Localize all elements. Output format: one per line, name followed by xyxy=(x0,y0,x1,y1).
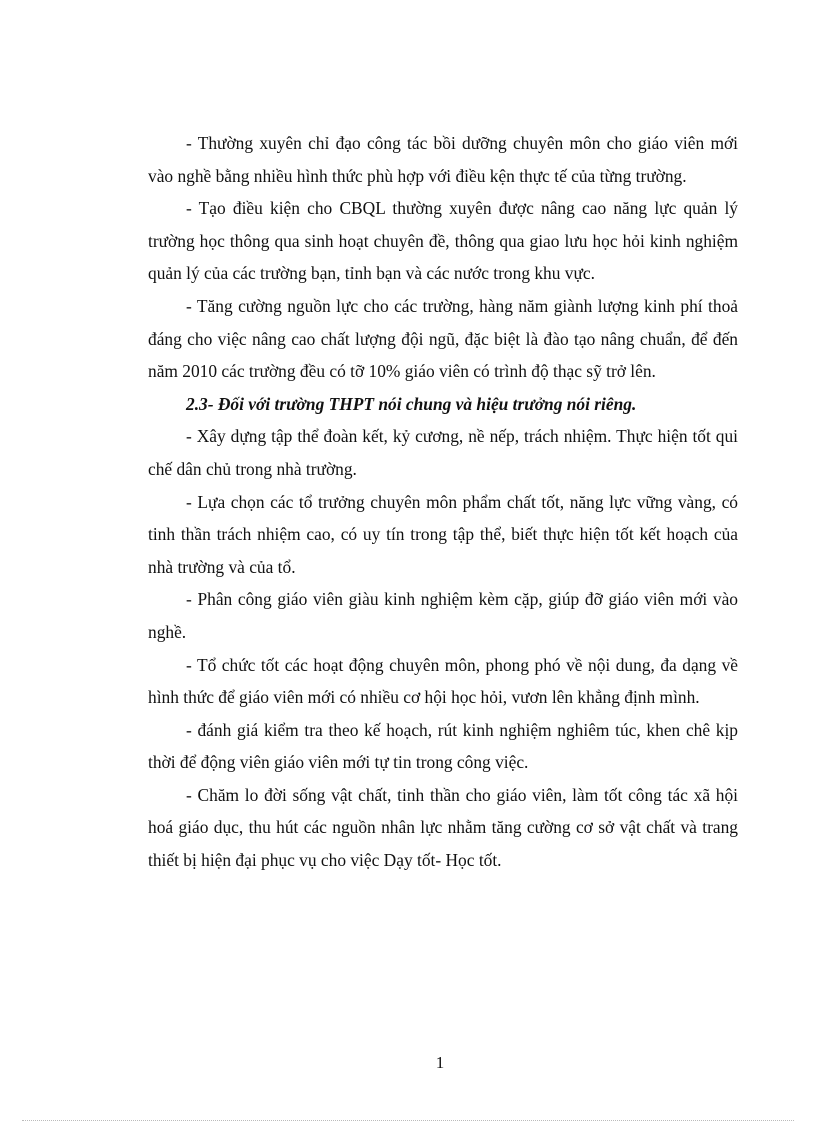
body-text xyxy=(148,127,738,877)
paragraph-3: - Tăng cường nguồn lực cho các trường, hàng năm giành lượng kinh phí thoả đáng cho việc nâng cao chất lượng đội ngũ, đặc biệt là đào tạo nâng chuẩn, để đến năm 2010 các trường đều có tỡ 10% giáo viên có trình độ thạc sỹ trở lên. xyxy=(148,295,738,382)
paragraph-4: - Xây dựng tập thể đoàn kết, kỷ cương, nề nếp, trách nhiệm. Thực hiện tốt qui chế dân chủ trong nhà trường. xyxy=(148,426,738,479)
paragraph-6: - Phân công giáo viên giàu kinh nghiệm kèm cặp, giúp đỡ giáo viên mới vào nghề. xyxy=(148,589,738,642)
section-heading: 2.3- Đối với trường THPT nói chung và hiệu trưởng nói riêng. xyxy=(186,393,637,414)
paragraph-2: - Tạo điều kiện cho CBQL thường xuyên được nâng cao năng lực quản lý trường học thông qua sinh hoạt chuyên đề, thông qua giao lưu học hỏi kinh nghiệm quản lý của các trường bạn, tỉnh bạn và các nước trong khu vực. xyxy=(148,198,738,284)
page-bottom-divider xyxy=(22,1120,794,1121)
paragraph-7: - Tổ chức tốt các hoạt động chuyên môn, phong phó về nội dung, đa dạng về hình thức để giáo viên mới có nhiều cơ hội học hỏi, vươn lên khẳng định mình. xyxy=(148,654,738,708)
paragraph-8: - đánh giá kiểm tra theo kế hoạch, rút kinh nghiệm nghiêm túc, khen chê kịp thời để động viên giáo viên mới tự tin trong công việc. xyxy=(148,719,738,773)
paragraph-9: - Chăm lo đời sống vật chất, tinh thần cho giáo viên, làm tốt công tác xã hội hoá giáo dục, thu hút các nguồn nhân lực nhằm tăng cường cơ sở vật chất và trang thiết bị hiện đại phục vụ cho việc Dạy tốt- Học tốt. xyxy=(148,784,738,871)
paragraph-5: - Lựa chọn các tổ trưởng chuyên môn phẩm chất tốt, năng lực vững vàng, có tinh thần trách nhiệm cao, có uy tín trong tập thể, biết thực hiện tốt kết hoạch của nhà trường và của tổ. xyxy=(148,491,738,577)
page-number: 1 xyxy=(435,1053,445,1072)
paragraph-1: - Thường xuyên chỉ đạo công tác bồi dưỡng chuyên môn cho giáo viên mới vào nghề bằng nhiều hình thức phù hợp với điều kện thực tế của từng trường. xyxy=(148,133,738,186)
